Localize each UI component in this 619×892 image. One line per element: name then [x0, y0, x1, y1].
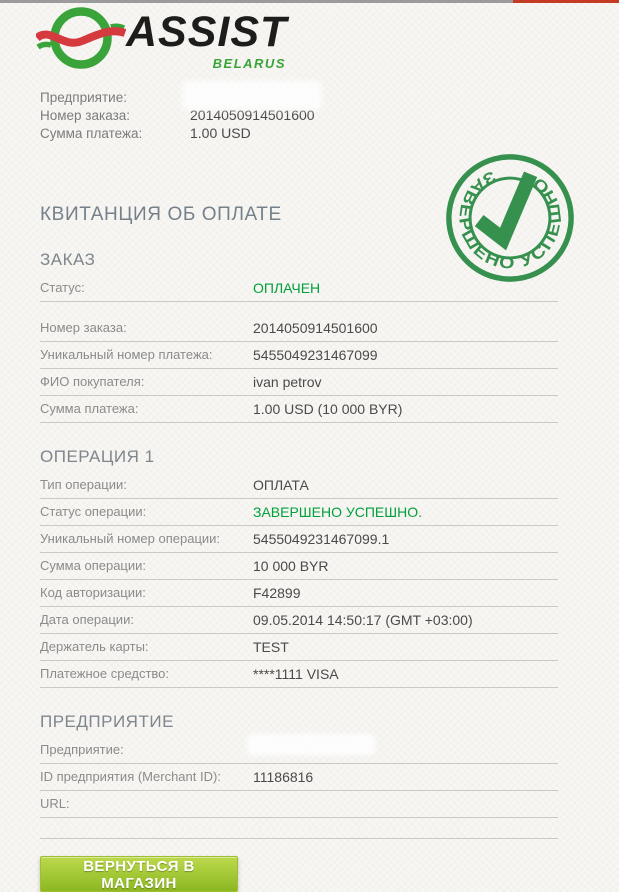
row-value: 5455049231467099.1: [253, 531, 390, 547]
summary-row: [40, 106, 619, 124]
section-rows: [40, 275, 558, 423]
detail-row: [40, 499, 558, 526]
row-label: ID предприятия (Merchant ID):: [40, 769, 221, 784]
row-label: Держатель карты:: [40, 639, 149, 654]
row-label: Сумма платежа:: [40, 126, 143, 141]
row-label: Платежное средство:: [40, 666, 170, 681]
redacted-value-overlay: [250, 737, 372, 752]
row-value: 5455049231467099: [253, 347, 378, 363]
section-title: ПРЕДПРИЯТИЕ: [40, 712, 174, 731]
row-value: 1.00 USD: [190, 125, 251, 141]
footer-separator: [40, 838, 558, 839]
brand-region: BELARUS: [212, 56, 286, 71]
row-label: Дата операции:: [40, 612, 134, 627]
detail-row: [40, 634, 558, 661]
section-rows: [40, 737, 558, 818]
detail-row: [40, 342, 558, 369]
row-value: 11186816: [253, 769, 314, 785]
row-value: ЗАВЕРШЕНО УСПЕШНО.: [253, 504, 422, 520]
row-value: ****1111 VISA: [253, 666, 339, 682]
detail-row: [40, 472, 558, 499]
row-label: Сумма платежа:: [40, 401, 139, 416]
row-label: URL:: [40, 796, 70, 811]
order-summary-block: [40, 88, 619, 142]
section-title: ЗАКАЗ: [40, 250, 96, 269]
detail-row: [40, 737, 558, 764]
detail-row: [40, 764, 558, 791]
row-value: 2014050914501600: [190, 107, 315, 123]
row-label: Тип операции:: [40, 477, 127, 492]
brand-header: [0, 3, 619, 75]
row-value: ОПЛАЧЕН: [253, 280, 321, 296]
detail-row: [40, 607, 558, 634]
detail-row: [40, 526, 558, 553]
row-label: ФИО покупателя:: [40, 374, 145, 389]
row-label: Номер заказа:: [40, 320, 127, 335]
row-label: Статус:: [40, 280, 85, 295]
detail-row: [40, 275, 558, 302]
row-value: 2014050914501600: [253, 320, 378, 336]
row-value: 09.05.2014 14:50:17 (GMT +03:00): [253, 612, 473, 628]
detail-row: [40, 661, 558, 688]
section-title: ОПЕРАЦИЯ 1: [40, 447, 155, 466]
row-label: Уникальный номер платежа:: [40, 347, 213, 362]
row-value: 1.00 USD (10 000 BYR): [253, 401, 403, 417]
row-value: TEST: [253, 639, 289, 655]
stamp-text: ЗАВЕРШЕНО УСПЕШНО: [455, 167, 566, 273]
row-value: ОПЛАТА: [253, 477, 309, 493]
row-label: Предприятие:: [40, 742, 124, 757]
row-label: Сумма операции:: [40, 558, 146, 573]
summary-row: [40, 88, 619, 106]
section-rows: [40, 472, 558, 688]
detail-row: [40, 396, 558, 423]
row-value: 10 000 BYR: [253, 558, 329, 574]
return-to-shop-button[interactable]: ВЕРНУТЬСЯ В МАГАЗИН: [40, 856, 238, 892]
completed-successfully-stamp: [441, 149, 579, 287]
detail-row: [40, 315, 558, 342]
row-label: Номер заказа:: [40, 108, 131, 123]
redacted-value-overlay: [186, 85, 318, 106]
row-label: Статус операции:: [40, 504, 147, 519]
detail-row: [40, 580, 558, 607]
row-value: ivan petrov: [253, 374, 322, 390]
assist-globe-logo-icon: [36, 7, 126, 71]
detail-row: [40, 553, 558, 580]
row-label: Предприятие:: [40, 90, 127, 105]
brand-name: ASSIST: [126, 8, 288, 56]
row-value: F42899: [253, 585, 301, 601]
receipt-sections: [0, 250, 619, 818]
page-title: КВИТАНЦИЯ ОБ ОПЛАТЕ: [40, 204, 282, 225]
detail-row: [40, 791, 558, 818]
detail-row: [40, 369, 558, 396]
summary-row: [40, 124, 619, 142]
summary-rows: [40, 88, 619, 142]
row-label: Код авторизации:: [40, 585, 146, 600]
row-label: Уникальный номер операции:: [40, 531, 221, 546]
